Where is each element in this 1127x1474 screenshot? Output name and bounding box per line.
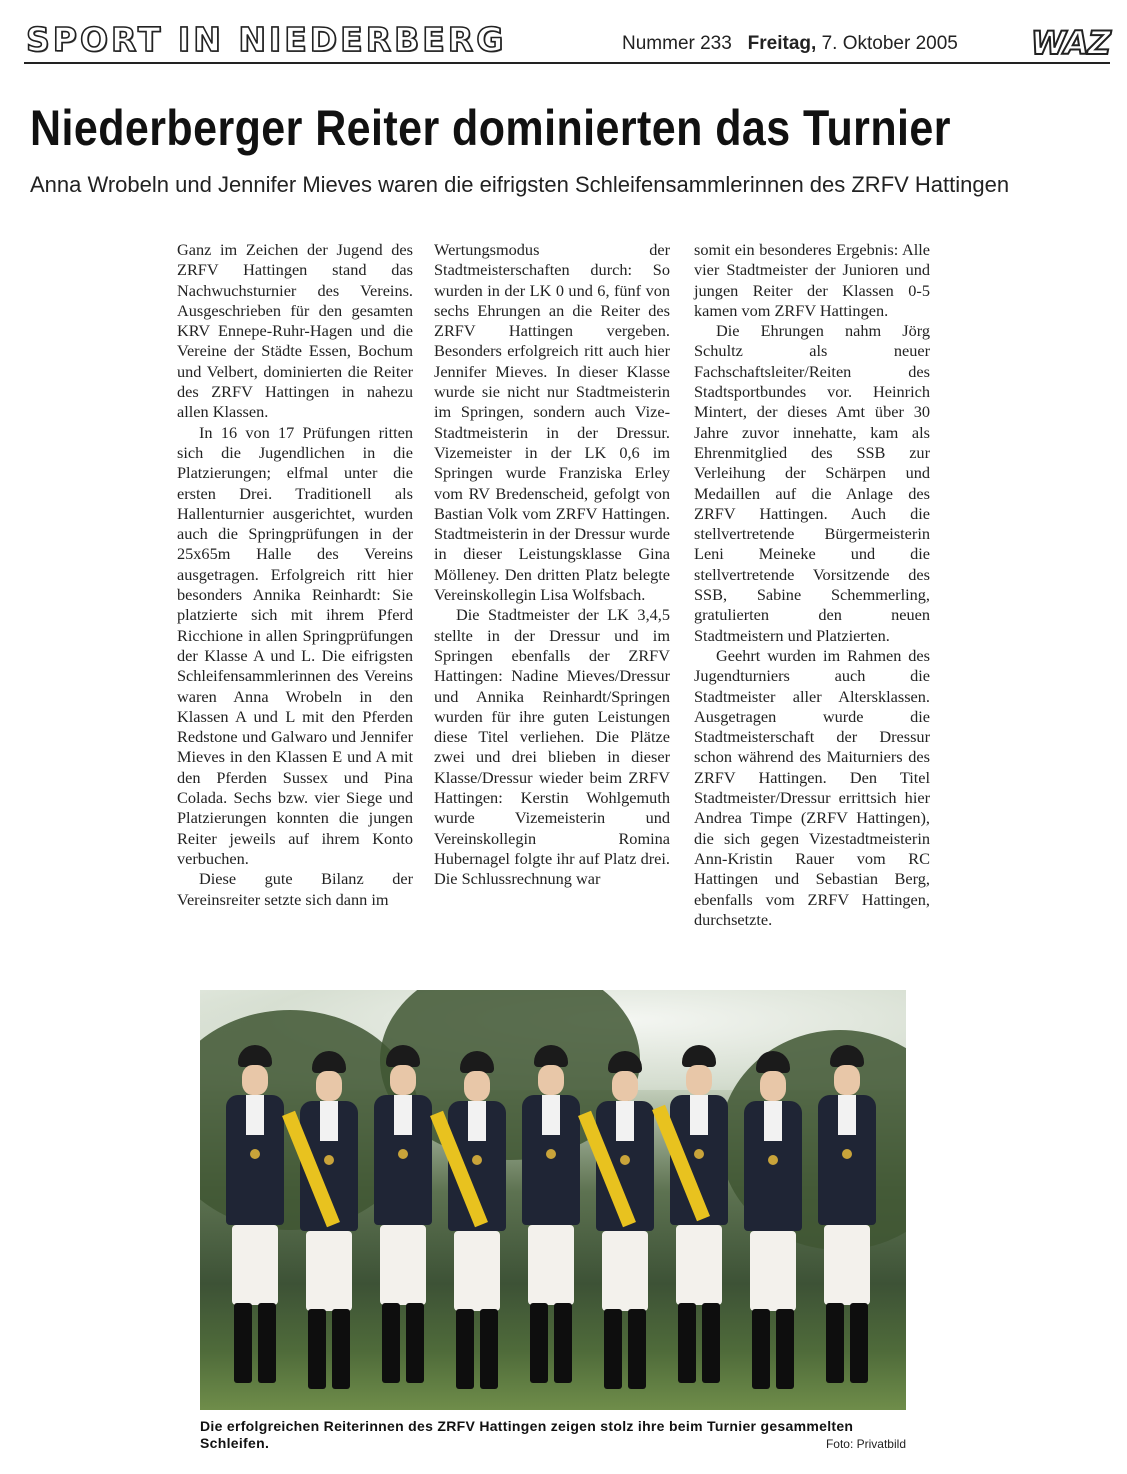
rider-face [464, 1071, 490, 1101]
headline: Niederberger Reiter dominierten das Turnier [30, 100, 951, 156]
article-column-2 [434, 240, 670, 890]
rider-breeches [306, 1231, 352, 1311]
rider-boot-l [604, 1309, 622, 1389]
rider-medal [250, 1149, 260, 1159]
rider-face [760, 1071, 786, 1101]
rider-medal [842, 1149, 852, 1159]
rider-stock [764, 1101, 782, 1141]
masthead [24, 18, 1110, 64]
rider-medal [620, 1155, 630, 1165]
rider-face [612, 1071, 638, 1101]
rider-breeches [750, 1231, 796, 1311]
rider-breeches [676, 1225, 722, 1305]
rider-medal [768, 1155, 778, 1165]
paragraph: In 16 von 17 Prüfungen ritten sich die Jugendlichen in die Platzierungen; elfmal unter die ersten Drei. Traditionell als Hallenturnier ausgerichtet, wurden auch die Springprüfungen in der 25x65m Halle des Vereins ausgetragen. Erfolgreich ritt hier besonders Annika Reinhardt: Sie platzierte sich mit ihrem Pferd Ricchione in allen Springprüfungen der Klasse A und L. Die eifrigsten Schleifensammlerinnen des Vereins waren Anna Wrobeln in den Klassen A und L mit den Pferden Redstone und Galwaro und Jennifer Mieves in den Klassen E und A mit den Pferden Sussex und Pina Colada. Sechs bzw. vier Siege und Platzierungen konnten die jungen Reiter jeweils auf ihrem Konto verbuchen. [177, 422, 413, 868]
rider-boot-r [702, 1303, 720, 1383]
rider-stock [690, 1095, 708, 1135]
rider-figure [296, 1051, 358, 1391]
paragraph: Diese gute Bilanz der Vereinsreiter setzte sich dann im [177, 869, 413, 909]
rider-stock [394, 1095, 412, 1135]
rider-breeches [380, 1225, 426, 1305]
rider-face [538, 1065, 564, 1095]
rider-figure [444, 1051, 506, 1391]
rider-helmet [534, 1045, 568, 1067]
rider-helmet [756, 1051, 790, 1073]
rider-stock [468, 1101, 486, 1141]
section-title: SPORT IN NIEDERBERG [26, 20, 507, 59]
rider-breeches [602, 1231, 648, 1311]
rider-medal [546, 1149, 556, 1159]
rider-face [242, 1065, 268, 1095]
rider-helmet [608, 1051, 642, 1073]
rider-helmet [682, 1045, 716, 1067]
rider-figure [222, 1045, 284, 1385]
rider-figure [518, 1045, 580, 1385]
paragraph: Geehrt wurden im Rahmen des Jugendturniers auch die Stadtmeister aller Altersklassen. Ausgetragen wurde die Stadtmeisterschaft der Dressur schon während des Maiturniers des ZRFV Hattingen. Den Titel Stadtmeister/Dressur errittsich hier Andrea Timpe (ZRFV Hattingen), die sich gegen Vizestadtmeisterin Ann-Kristin Rauer vom RC Hattingen und Sebastian Berg, ebenfalls vom ZRFV Hattingen, durchsetzte. [694, 645, 930, 929]
rider-helmet [830, 1045, 864, 1067]
subheadline: Anna Wrobeln und Jennifer Mieves waren die eifrigsten Schleifensammlerinnen des ZRFV Hattingen [30, 172, 1010, 197]
rider-medal [694, 1149, 704, 1159]
article-column-1 [177, 240, 413, 910]
rider-boot-r [332, 1309, 350, 1389]
rider-helmet [386, 1045, 420, 1067]
paragraph: Ganz im Zeichen der Jugend des ZRFV Hattingen stand das Nachwuchsturnier des Vereins. Ausgeschrieben für den gesamten KRV Ennepe-Ruhr-Hagen und die Vereine der Städte Essen, Bochum und Velbert, dominierten die Reiter des ZRFV Hattingen in nahezu allen Klassen. [177, 240, 413, 422]
rider-breeches [824, 1225, 870, 1305]
rider-figure [592, 1051, 654, 1391]
newspaper-logo: WAZ [1030, 24, 1110, 62]
rider-medal [472, 1155, 482, 1165]
rider-figure [666, 1045, 728, 1385]
rider-breeches [232, 1225, 278, 1305]
rider-boot-l [234, 1303, 252, 1383]
issue-info [622, 33, 958, 55]
rider-helmet [238, 1045, 272, 1067]
rider-boot-r [258, 1303, 276, 1383]
rider-boot-r [776, 1309, 794, 1389]
rider-figure [370, 1045, 432, 1385]
rider-face [686, 1065, 712, 1095]
article-column-3 [694, 240, 930, 930]
paragraph: somit ein besonderes Ergebnis: Alle vier Stadtmeister der Junioren und jungen Reiter der Klassen 0-5 kamen vom ZRFV Hattingen. [694, 240, 930, 320]
rider-boot-r [480, 1309, 498, 1389]
rider-breeches [454, 1231, 500, 1311]
rider-boot-r [850, 1303, 868, 1383]
rider-boot-r [554, 1303, 572, 1383]
paragraph: Die Stadtmeister der LK 3,4,5 stellte in der Dressur und im Springen ebenfalls der ZRFV Hattingen: Nadine Mieves/Dressur und Annika Reinhardt/Springen wurden für ihre guten Leistungen diese Titel verliehen. Die Plätze zwei und drei blieben in dieser Klasse/Dressur wieder beim ZRFV Hattingen: Kerstin Wohlgemuth wurde Vizemeisterin und Vereinskollegin Romina Hubernagel folgte ihr auf Platz drei. Die Schlussrechnung war [434, 605, 670, 889]
paragraph: Wertungsmodus der Stadtmeisterschaften durch: So wurden in der LK 0 und 6, fünf von sechs Ehrungen an die Reiter des ZRFV Hattingen vergeben. Besonders erfolgreich ritt auch hier Jennifer Mieves. In dieser Klasse wurde sie nicht nur Stadtmeisterin im Springen, sondern auch Vize-Stadtmeisterin in der Dressur. Vizemeister in der LK 0,6 im Springen wurde Franziska Erley vom RV Bredenscheid, gefolgt von Bastian Volk vom ZRFV Hattingen. Stadtmeisterin in der Dressur wurde in dieser Leistungsklasse Gina Mölleney. Den dritten Platz belegte Vereinskollegin Lisa Wolfsbach. [434, 240, 670, 605]
rider-boot-l [456, 1309, 474, 1389]
rider-boot-r [406, 1303, 424, 1383]
rider-boot-l [678, 1303, 696, 1383]
rider-helmet [460, 1051, 494, 1073]
rider-stock [246, 1095, 264, 1135]
rider-medal [324, 1155, 334, 1165]
rider-helmet [312, 1051, 346, 1073]
rider-boot-l [308, 1309, 326, 1389]
rider-figure [814, 1045, 876, 1385]
rider-boot-l [382, 1303, 400, 1383]
issue-day: Freitag, [747, 33, 817, 54]
issue-number: Nummer 233 [622, 33, 732, 54]
rider-medal [398, 1149, 408, 1159]
rider-face [390, 1065, 416, 1095]
rider-boot-l [826, 1303, 844, 1383]
rider-face [316, 1071, 342, 1101]
group-photo [200, 990, 906, 1410]
photo-credit: Foto: Privatbild [825, 1437, 906, 1451]
rider-boot-l [530, 1303, 548, 1383]
photo-caption: Die erfolgreichen Reiterinnen des ZRFV Hattingen zeigen stolz ihre beim Turnier gesammelten Schleifen. [200, 1418, 854, 1451]
rider-stock [838, 1095, 856, 1135]
rider-face [834, 1065, 860, 1095]
rider-boot-l [752, 1309, 770, 1389]
issue-date: 7. Oktober 2005 [821, 33, 958, 54]
rider-boot-r [628, 1309, 646, 1389]
rider-figure [740, 1051, 802, 1391]
rider-stock [616, 1101, 634, 1141]
paragraph: Die Ehrungen nahm Jörg Schultz als neuer Fachschaftsleiter/Reiten des Stadtsportbundes vor. Heinrich Mintert, der dieses Amt über 30 Jahre zuvor innehatte, kam als Ehrenmitglied des SSB zur Verleihung der Schärpen und Medaillen auf die Anlage des ZRFV Hattingen. Auch die stellvertretende Bürgermeisterin Leni Meineke und die stellvertretende Vorsitzende des SSB, Sabine Schemmerling, gratulierten den neuen Stadtmeistern und Platzierten. [694, 321, 930, 645]
rider-breeches [528, 1225, 574, 1305]
rider-stock [542, 1095, 560, 1135]
rider-stock [320, 1101, 338, 1141]
